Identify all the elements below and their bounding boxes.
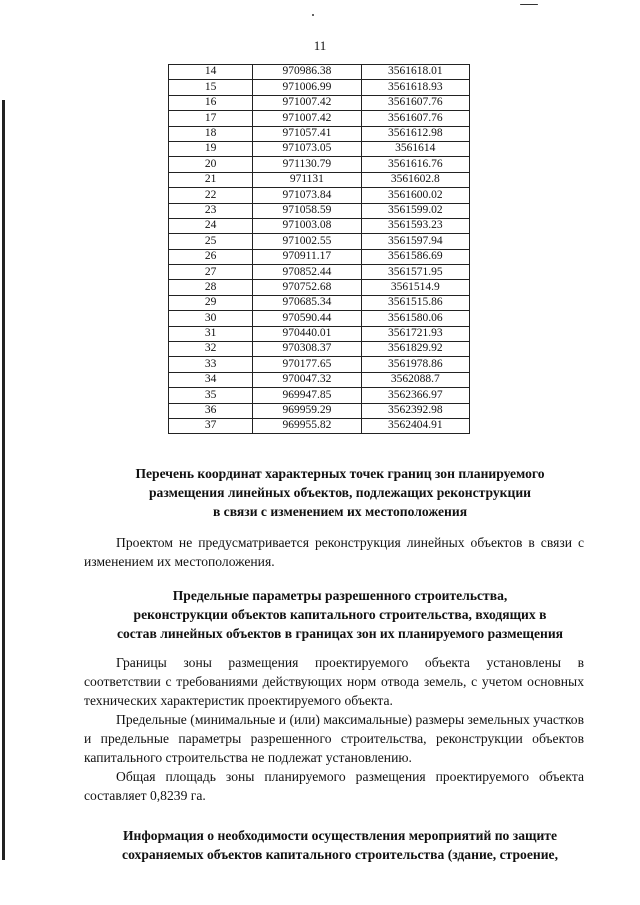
scan-edge-line xyxy=(2,100,5,860)
table-row xyxy=(169,418,470,433)
y-coordinate-cell: 3561612.98 xyxy=(361,126,469,141)
x-coordinate-cell: 971002.55 xyxy=(253,234,361,249)
x-coordinate-cell: 971058.59 xyxy=(253,203,361,218)
section3-heading xyxy=(60,826,620,864)
coordinates-table xyxy=(168,64,470,434)
table-row xyxy=(169,234,470,249)
page-number: 11 xyxy=(313,38,327,53)
x-coordinate-cell: 971006.99 xyxy=(253,80,361,95)
y-coordinate-cell: 3561829.92 xyxy=(361,342,469,357)
heading-line: состав линейных объектов в границах зон их планируемого размещения xyxy=(116,626,564,641)
y-coordinate-cell: 3561721.93 xyxy=(361,326,469,341)
x-coordinate-cell: 971073.84 xyxy=(253,188,361,203)
x-coordinate-cell: 970685.34 xyxy=(253,295,361,310)
y-coordinate-cell: 3561616.76 xyxy=(361,157,469,172)
y-coordinate-cell: 3561607.76 xyxy=(361,95,469,110)
y-coordinate-cell: 3561618.93 xyxy=(361,80,469,95)
y-coordinate-cell: 3562404.91 xyxy=(361,418,469,433)
point-number-cell: 34 xyxy=(169,372,253,387)
point-number-cell: 14 xyxy=(169,65,253,80)
y-coordinate-cell: 3561571.95 xyxy=(361,265,469,280)
x-coordinate-cell: 969955.82 xyxy=(253,418,361,433)
x-coordinate-cell: 970047.32 xyxy=(253,372,361,387)
y-coordinate-cell: 3561614 xyxy=(361,141,469,156)
table-row xyxy=(169,403,470,418)
y-coordinate-cell: 3561599.02 xyxy=(361,203,469,218)
x-coordinate-cell: 970911.17 xyxy=(253,249,361,264)
table-row xyxy=(169,280,470,295)
x-coordinate-cell: 969947.85 xyxy=(253,388,361,403)
x-coordinate-cell: 971003.08 xyxy=(253,218,361,233)
point-number-cell: 17 xyxy=(169,111,253,126)
heading-line: Перечень координат характерных точек границ зон планируемого xyxy=(135,466,545,481)
x-coordinate-cell: 970986.38 xyxy=(253,65,361,80)
table-row xyxy=(169,357,470,372)
table-row xyxy=(169,141,470,156)
point-number-cell: 36 xyxy=(169,403,253,418)
y-coordinate-cell: 3561602.8 xyxy=(361,172,469,187)
point-number-cell: 32 xyxy=(169,342,253,357)
table-row xyxy=(169,80,470,95)
x-coordinate-cell: 969959.29 xyxy=(253,403,361,418)
y-coordinate-cell: 3561607.76 xyxy=(361,111,469,126)
x-coordinate-cell: 971007.42 xyxy=(253,111,361,126)
scan-speck xyxy=(312,14,314,16)
table-row xyxy=(169,218,470,233)
table-row xyxy=(169,342,470,357)
point-number-cell: 22 xyxy=(169,188,253,203)
table-row xyxy=(169,95,470,110)
point-number-cell: 20 xyxy=(169,157,253,172)
point-number-cell: 37 xyxy=(169,418,253,433)
section1-heading xyxy=(60,464,620,521)
x-coordinate-cell: 971007.42 xyxy=(253,95,361,110)
table-row xyxy=(169,295,470,310)
y-coordinate-cell: 3561586.69 xyxy=(361,249,469,264)
table-row xyxy=(169,311,470,326)
table-row xyxy=(169,388,470,403)
point-number-cell: 30 xyxy=(169,311,253,326)
table-row xyxy=(169,157,470,172)
point-number-cell: 23 xyxy=(169,203,253,218)
x-coordinate-cell: 971130.79 xyxy=(253,157,361,172)
y-coordinate-cell: 3562088.7 xyxy=(361,372,469,387)
heading-line: Предельные параметры разрешенного строительства, xyxy=(172,588,508,603)
x-coordinate-cell: 970308.37 xyxy=(253,342,361,357)
heading-line: реконструкции объектов капитального строительства, входящих в xyxy=(133,607,547,622)
heading-line: сохраняемых объектов капитального строительства (здание, строение, xyxy=(122,847,558,862)
point-number-cell: 15 xyxy=(169,80,253,95)
table-row xyxy=(169,188,470,203)
point-number-cell: 28 xyxy=(169,280,253,295)
point-number-cell: 35 xyxy=(169,388,253,403)
x-coordinate-cell: 971073.05 xyxy=(253,141,361,156)
point-number-cell: 26 xyxy=(169,249,253,264)
heading-line: размещения линейных объектов, подлежащих реконструкции xyxy=(149,485,531,500)
point-number-cell: 29 xyxy=(169,295,253,310)
x-coordinate-cell: 970590.44 xyxy=(253,311,361,326)
point-number-cell: 33 xyxy=(169,357,253,372)
section2-paragraph-3: Общая площадь зоны планируемого размещения проектируемого объекта составляет 0,8239 га. xyxy=(84,769,584,803)
table-row xyxy=(169,203,470,218)
section1-paragraph: Проектом не предусматривается реконструкция линейных объектов в связи с изменением их местоположения. xyxy=(84,535,584,569)
y-coordinate-cell: 3561618.01 xyxy=(361,65,469,80)
y-coordinate-cell: 3561597.94 xyxy=(361,234,469,249)
point-number-cell: 31 xyxy=(169,326,253,341)
x-coordinate-cell: 971131 xyxy=(253,172,361,187)
y-coordinate-cell: 3561978.86 xyxy=(361,357,469,372)
x-coordinate-cell: 970440.01 xyxy=(253,326,361,341)
x-coordinate-cell: 970752.68 xyxy=(253,280,361,295)
point-number-cell: 21 xyxy=(169,172,253,187)
point-number-cell: 18 xyxy=(169,126,253,141)
table-row xyxy=(169,126,470,141)
point-number-cell: 27 xyxy=(169,265,253,280)
section2-paragraph-1: Границы зоны размещения проектируемого объекта установлены в соответствии с требованиями действующих норм отвода земель, с учетом основных технических характеристик проектируемого объекта. xyxy=(84,655,584,708)
table-row xyxy=(169,172,470,187)
y-coordinate-cell: 3561593.23 xyxy=(361,218,469,233)
table-row xyxy=(169,65,470,80)
table-row xyxy=(169,249,470,264)
point-number-cell: 16 xyxy=(169,95,253,110)
table-row xyxy=(169,111,470,126)
point-number-cell: 19 xyxy=(169,141,253,156)
section2-heading xyxy=(60,586,620,643)
y-coordinate-cell: 3562366.97 xyxy=(361,388,469,403)
heading-line: Информация о необходимости осуществления мероприятий по защите xyxy=(122,828,558,843)
x-coordinate-cell: 970852.44 xyxy=(253,265,361,280)
x-coordinate-cell: 970177.65 xyxy=(253,357,361,372)
section2-paragraph-2: Предельные (минимальные и (или) максимальные) размеры земельных участков и предельные параметры разрешенного строительства, реконструкции объектов капитального строительства не подлежат установлению. xyxy=(84,712,584,765)
y-coordinate-cell: 3562392.98 xyxy=(361,403,469,418)
point-number-cell: 24 xyxy=(169,218,253,233)
scan-speck xyxy=(520,4,538,5)
y-coordinate-cell: 3561580.06 xyxy=(361,311,469,326)
table-row xyxy=(169,265,470,280)
point-number-cell: 25 xyxy=(169,234,253,249)
heading-line: в связи с изменением их местоположения xyxy=(212,504,468,519)
y-coordinate-cell: 3561514.9 xyxy=(361,280,469,295)
table-row xyxy=(169,372,470,387)
x-coordinate-cell: 971057.41 xyxy=(253,126,361,141)
y-coordinate-cell: 3561515.86 xyxy=(361,295,469,310)
y-coordinate-cell: 3561600.02 xyxy=(361,188,469,203)
table-row xyxy=(169,326,470,341)
